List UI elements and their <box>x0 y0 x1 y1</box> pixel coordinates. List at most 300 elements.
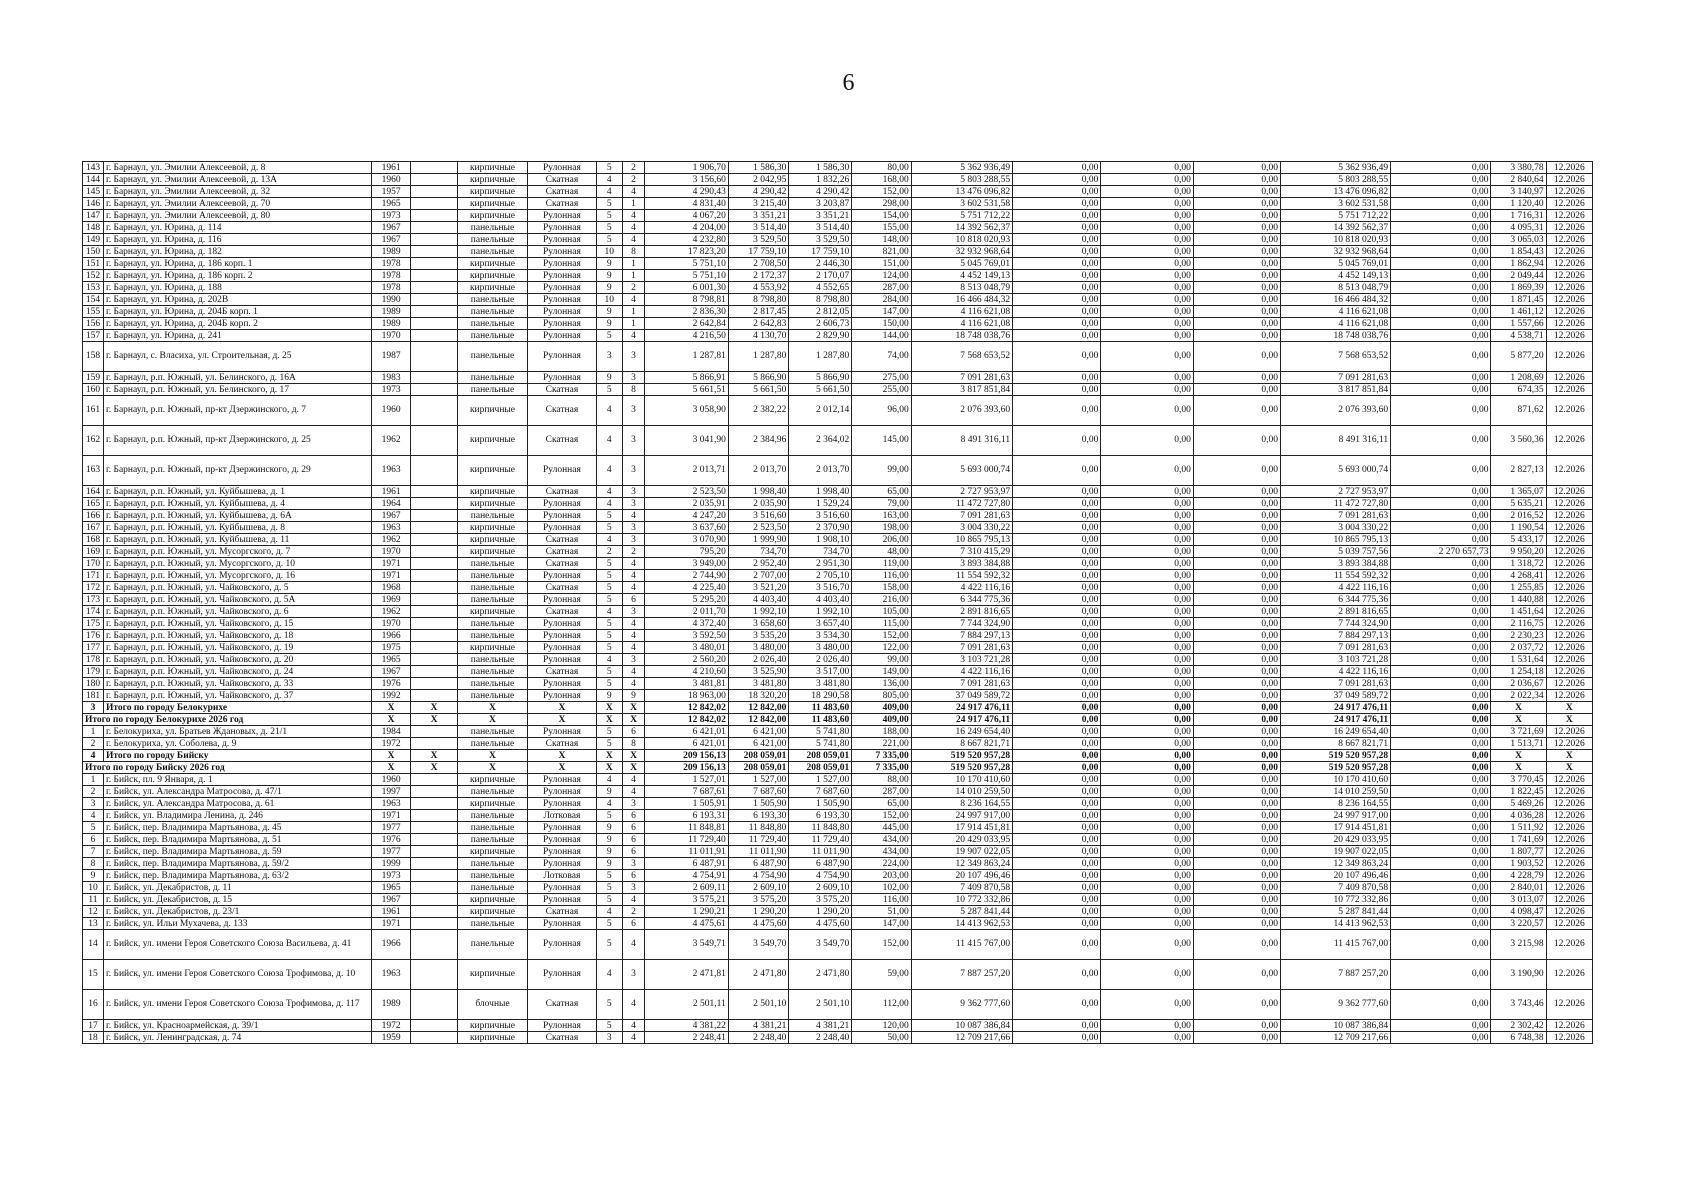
table-cell: 0,00 <box>1391 246 1491 258</box>
table-cell: 3 156,60 <box>645 174 729 186</box>
table-cell: Рулонная <box>528 306 596 318</box>
table-cell: 18 <box>83 1032 104 1044</box>
table-cell: 4 <box>623 222 645 234</box>
table-cell: 6 <box>623 810 645 822</box>
table-cell: 0,00 <box>1013 270 1101 282</box>
table-cell: 1983 <box>371 372 411 384</box>
table-cell: 5 <box>596 918 622 930</box>
table-cell: 0,00 <box>1101 678 1194 690</box>
table-cell: 7 091 281,63 <box>1280 642 1390 654</box>
table-cell: 0,00 <box>1193 426 1280 456</box>
table-row <box>83 174 1593 186</box>
table-row <box>83 630 1593 642</box>
table-cell: Скатная <box>528 1032 596 1044</box>
table-row <box>83 594 1593 606</box>
table-cell: 0,00 <box>1013 642 1101 654</box>
table-cell: 0,00 <box>1101 882 1194 894</box>
table-cell: 0,00 <box>1391 642 1491 654</box>
table-cell: 4 <box>623 666 645 678</box>
table-cell: 5 <box>596 522 622 534</box>
table-cell: 0,00 <box>1193 534 1280 546</box>
table-cell: кирпичные <box>457 174 528 186</box>
table-cell: 3 103 721,28 <box>911 654 1012 666</box>
table-cell: 6 344 775,36 <box>911 594 1012 606</box>
table-cell: 9 362 777,60 <box>1280 990 1390 1020</box>
table-cell: 0,00 <box>1101 198 1194 210</box>
table-cell: панельные <box>457 342 528 372</box>
table-cell: X <box>457 702 528 714</box>
table-cell: 12.2026 <box>1546 162 1592 174</box>
table-cell: г. Бийск, ул. Декабристов, д. 11 <box>103 882 371 894</box>
table-cell: 5 <box>596 882 622 894</box>
table-cell: 1 451,64 <box>1491 606 1546 618</box>
table-cell: панельные <box>457 294 528 306</box>
table-cell: 3 004 330,22 <box>911 522 1012 534</box>
table-cell: 12.2026 <box>1546 606 1592 618</box>
table-row <box>83 342 1593 372</box>
table-cell: X <box>411 714 457 726</box>
table-cell: 10 772 332,86 <box>911 894 1012 906</box>
table-cell: 2 170,07 <box>789 270 852 282</box>
table-cell: 2 012,14 <box>789 396 852 426</box>
table-cell: 6 <box>623 726 645 738</box>
table-row <box>83 258 1593 270</box>
table-cell: 0,00 <box>1101 582 1194 594</box>
table-cell: Рулонная <box>528 1020 596 1032</box>
table-cell: 12.2026 <box>1546 960 1592 990</box>
table-cell: 16 249 654,40 <box>1280 726 1390 738</box>
table-cell: 12.2026 <box>1546 594 1592 606</box>
table-cell: 0,00 <box>1193 186 1280 198</box>
table-cell: 12.2026 <box>1546 456 1592 486</box>
table-cell: 7 091 281,63 <box>911 510 1012 522</box>
table-cell: 8 798,81 <box>645 294 729 306</box>
table-cell: 12.2026 <box>1546 558 1592 570</box>
table-cell <box>411 918 457 930</box>
table-cell: 2 501,11 <box>645 990 729 1020</box>
table-cell: 1961 <box>371 906 411 918</box>
table-cell: 2 026,40 <box>789 654 852 666</box>
table-cell: 18 748 038,76 <box>1280 330 1390 342</box>
table-cell: 0,00 <box>1013 594 1101 606</box>
table-cell: 0,00 <box>1101 234 1194 246</box>
table-cell: 0,00 <box>1193 318 1280 330</box>
table-cell: 10 <box>596 246 622 258</box>
table-cell: 10 170 410,60 <box>1280 774 1390 786</box>
table-cell: 519 520 957,28 <box>1280 750 1390 762</box>
table-cell: 2 707,00 <box>728 570 789 582</box>
table-cell: 8 491 316,11 <box>1280 426 1390 456</box>
table-cell: 5 <box>596 726 622 738</box>
table-cell: 2 364,02 <box>789 426 852 456</box>
table-cell: 6 487,90 <box>728 858 789 870</box>
table-cell: 6 <box>623 822 645 834</box>
table-cell: 152,00 <box>852 630 912 642</box>
table-cell: 519 520 957,28 <box>1280 762 1390 774</box>
table-cell: 1 <box>623 270 645 282</box>
table-cell: 1963 <box>371 456 411 486</box>
table-cell: 2 501,10 <box>789 990 852 1020</box>
table-cell: 181 <box>83 690 104 702</box>
table-cell: 24 917 476,11 <box>911 702 1012 714</box>
table-cell <box>411 258 457 270</box>
table-cell <box>411 222 457 234</box>
table-cell: 11 011,91 <box>645 846 729 858</box>
table-cell: 1978 <box>371 270 411 282</box>
table-cell: 7 091 281,63 <box>1280 510 1390 522</box>
table-cell: 0,00 <box>1391 510 1491 522</box>
table-cell: X <box>411 750 457 762</box>
table-cell: Итого по городу Белокурихе 2026 год <box>83 714 372 726</box>
table-cell: г. Барнаул, р.п. Южный, ул. Мусоргского, д. 16 <box>103 570 371 582</box>
table-cell: 6 487,90 <box>789 858 852 870</box>
table-cell: кирпичные <box>457 546 528 558</box>
table-cell: панельные <box>457 570 528 582</box>
table-cell: 3 592,50 <box>645 630 729 642</box>
table-cell: 12.2026 <box>1546 786 1592 798</box>
table-row <box>83 534 1593 546</box>
table-cell: 0,00 <box>1391 558 1491 570</box>
table-cell: 151,00 <box>852 258 912 270</box>
table-cell: 3 480,00 <box>728 642 789 654</box>
table-cell: 5 741,80 <box>789 726 852 738</box>
table-cell: 7 091 281,63 <box>911 678 1012 690</box>
table-cell: 9 <box>596 282 622 294</box>
table-cell: 734,70 <box>789 546 852 558</box>
table-cell: 2 812,05 <box>789 306 852 318</box>
table-cell: 2 840,64 <box>1491 174 1546 186</box>
table-cell: 2 827,13 <box>1491 456 1546 486</box>
table-cell: 2 076 393,60 <box>911 396 1012 426</box>
table-cell: 0,00 <box>1013 882 1101 894</box>
table-cell: 3 575,20 <box>728 894 789 906</box>
table-cell: 5 <box>596 666 622 678</box>
table-cell: 148 <box>83 222 104 234</box>
table-cell: 1 290,20 <box>789 906 852 918</box>
table-cell: X <box>528 714 596 726</box>
table-cell: 4 422 116,16 <box>1280 666 1390 678</box>
table-cell <box>411 960 457 990</box>
table-cell: Рулонная <box>528 846 596 858</box>
table-cell: 7 <box>83 846 104 858</box>
table-cell: 6 001,30 <box>645 282 729 294</box>
table-cell: 12.2026 <box>1546 678 1592 690</box>
table-cell: 9 <box>596 270 622 282</box>
table-cell: 0,00 <box>1391 426 1491 456</box>
table-row <box>83 246 1593 258</box>
table-cell: 1967 <box>371 222 411 234</box>
table-cell: 5 866,90 <box>789 372 852 384</box>
table-cell: панельные <box>457 330 528 342</box>
table-cell: 0,00 <box>1193 198 1280 210</box>
table-cell: X <box>528 762 596 774</box>
table-cell: 11 415 767,00 <box>911 930 1012 960</box>
table-cell: г. Барнаул, р.п. Южный, ул. Белинского, д. 16А <box>103 372 371 384</box>
table-cell: 0,00 <box>1101 258 1194 270</box>
table-cell: 0,00 <box>1391 894 1491 906</box>
table-cell: 0,00 <box>1391 234 1491 246</box>
table-cell: 0,00 <box>1391 282 1491 294</box>
table-cell: 37 049 589,72 <box>911 690 1012 702</box>
table-cell: 287,00 <box>852 282 912 294</box>
table-cell: X <box>371 702 411 714</box>
table-cell: 3 817 851,84 <box>1280 384 1390 396</box>
table-cell: 14 <box>83 930 104 960</box>
table-cell: 4 381,21 <box>728 1020 789 1032</box>
table-cell: 9 <box>83 870 104 882</box>
table-cell: 4 290,43 <box>645 186 729 198</box>
table-cell: 0,00 <box>1391 618 1491 630</box>
table-cell: 1970 <box>371 618 411 630</box>
table-cell: 10 <box>83 882 104 894</box>
table-cell: 0,00 <box>1193 834 1280 846</box>
table-cell: 1 290,20 <box>728 906 789 918</box>
table-cell: 0,00 <box>1013 834 1101 846</box>
table-cell: 1 869,39 <box>1491 282 1546 294</box>
table-cell: 0,00 <box>1101 618 1194 630</box>
table-cell: 0,00 <box>1013 222 1101 234</box>
table-cell: 4 <box>83 810 104 822</box>
table-cell: 14 392 562,37 <box>911 222 1012 234</box>
table-cell: 48,00 <box>852 546 912 558</box>
table-cell: 821,00 <box>852 246 912 258</box>
table-cell <box>411 894 457 906</box>
table-cell: г. Барнаул, ул. Юрина, д. 114 <box>103 222 371 234</box>
table-cell: 1 992,10 <box>789 606 852 618</box>
table-cell: 11 729,40 <box>728 834 789 846</box>
table-cell: 3 140,97 <box>1491 186 1546 198</box>
table-cell <box>411 678 457 690</box>
table-cell: 2 016,52 <box>1491 510 1546 522</box>
table-cell: Рулонная <box>528 210 596 222</box>
table-cell: 11 729,40 <box>645 834 729 846</box>
table-cell: 24 917 476,11 <box>1280 714 1390 726</box>
table-cell: 3 560,36 <box>1491 426 1546 456</box>
table-cell: 434,00 <box>852 834 912 846</box>
table-cell: г. Барнаул, р.п. Южный, ул. Чайковского, д. 19 <box>103 642 371 654</box>
table-cell: г. Барнаул, ул. Юрина, д. 182 <box>103 246 371 258</box>
table-cell: 0,00 <box>1193 342 1280 372</box>
table-cell: панельные <box>457 234 528 246</box>
table-cell: 188,00 <box>852 726 912 738</box>
table-cell: 0,00 <box>1013 546 1101 558</box>
table-cell: 99,00 <box>852 456 912 486</box>
table-cell: г. Барнаул, ул. Эмилии Алексеевой, д. 32 <box>103 186 371 198</box>
table-cell: 14 413 962,53 <box>911 918 1012 930</box>
table-cell: 50,00 <box>852 1032 912 1044</box>
table-cell: 5 693 000,74 <box>1280 456 1390 486</box>
table-cell: 5 877,20 <box>1491 342 1546 372</box>
table-cell: 4 372,40 <box>645 618 729 630</box>
table-cell: 5 <box>596 222 622 234</box>
table-cell: г. Бийск, пер. Владимира Мартьянова, д. 63/2 <box>103 870 371 882</box>
table-cell <box>411 294 457 306</box>
table-cell: 0,00 <box>1193 234 1280 246</box>
table-cell: 7 335,00 <box>852 750 912 762</box>
table-cell: 3 380,78 <box>1491 162 1546 174</box>
table-cell: 4 <box>623 582 645 594</box>
table-cell: г. Барнаул, ул. Юрина, д. 186 корп. 1 <box>103 258 371 270</box>
table-cell: 115,00 <box>852 618 912 630</box>
table-cell: 177 <box>83 642 104 654</box>
table-cell: 11 848,80 <box>789 822 852 834</box>
table-cell: 0,00 <box>1101 726 1194 738</box>
table-cell: 0,00 <box>1101 666 1194 678</box>
table-cell: 9 <box>596 786 622 798</box>
table-cell: 0,00 <box>1101 918 1194 930</box>
table-cell: 122,00 <box>852 642 912 654</box>
table-cell: кирпичные <box>457 258 528 270</box>
table-cell: 0,00 <box>1013 582 1101 594</box>
table-cell: 0,00 <box>1101 522 1194 534</box>
table-cell: кирпичные <box>457 426 528 456</box>
table-cell: 5 <box>596 930 622 960</box>
table-cell: 5 635,21 <box>1491 498 1546 510</box>
table-cell: 11 483,60 <box>789 714 852 726</box>
table-cell: 4 475,60 <box>728 918 789 930</box>
table-cell: 158 <box>83 342 104 372</box>
table-cell: г. Барнаул, ул. Юрина, д. 186 корп. 2 <box>103 270 371 282</box>
table-cell: Скатная <box>528 738 596 750</box>
table-cell: 0,00 <box>1391 570 1491 582</box>
table-cell: 0,00 <box>1193 690 1280 702</box>
table-cell: г. Бийск, пер. Владимира Мартьянова, д. 45 <box>103 822 371 834</box>
table-cell: 12.2026 <box>1546 870 1592 882</box>
table-cell: 0,00 <box>1013 822 1101 834</box>
table-cell: 10 818 020,93 <box>1280 234 1390 246</box>
table-cell: Рулонная <box>528 894 596 906</box>
table-row <box>83 882 1593 894</box>
table-cell: 3 041,90 <box>645 426 729 456</box>
table-cell: 3 <box>596 342 622 372</box>
table-cell: панельные <box>457 306 528 318</box>
table-cell: панельные <box>457 318 528 330</box>
table-cell: 5 433,17 <box>1491 534 1546 546</box>
table-cell: 0,00 <box>1013 726 1101 738</box>
table-cell: г. Бийск, ул. Декабристов, д. 23/1 <box>103 906 371 918</box>
table-cell: 12.2026 <box>1546 372 1592 384</box>
table-cell: 162 <box>83 426 104 456</box>
table-cell: 2 <box>623 162 645 174</box>
table-cell: 150,00 <box>852 318 912 330</box>
table-cell: 0,00 <box>1193 906 1280 918</box>
table-cell: 0,00 <box>1193 738 1280 750</box>
table-cell: 2 642,83 <box>728 318 789 330</box>
table-cell: 0,00 <box>1193 1032 1280 1044</box>
table-cell: 160 <box>83 384 104 396</box>
table-cell: кирпичные <box>457 210 528 222</box>
table-cell: г. Бийск, ул. имени Героя Советского Союза Васильева, д. 41 <box>103 930 371 960</box>
table-cell: 0,00 <box>1101 486 1194 498</box>
table-cell: X <box>457 750 528 762</box>
table-cell <box>411 372 457 384</box>
table-row <box>83 282 1593 294</box>
table-cell: 3 529,50 <box>789 234 852 246</box>
table-cell: 1 527,01 <box>645 774 729 786</box>
table-cell: г. Барнаул, ул. Эмилии Алексеевой, д. 8 <box>103 162 371 174</box>
table-cell: 0,00 <box>1193 858 1280 870</box>
table-cell: 12.2026 <box>1546 186 1592 198</box>
table-cell: 12.2026 <box>1546 810 1592 822</box>
table-cell: 1960 <box>371 396 411 426</box>
table-cell: 0,00 <box>1193 642 1280 654</box>
table-cell: 6 <box>623 834 645 846</box>
table-cell: 0,00 <box>1101 174 1194 186</box>
table-cell <box>411 534 457 546</box>
table-cell: 14 392 562,37 <box>1280 222 1390 234</box>
table-cell: Рулонная <box>528 162 596 174</box>
table-cell: 12.2026 <box>1546 270 1592 282</box>
table-cell: 0,00 <box>1193 510 1280 522</box>
table-cell: 1984 <box>371 726 411 738</box>
table-cell: кирпичные <box>457 162 528 174</box>
table-cell: 1 832,26 <box>789 174 852 186</box>
table-cell: кирпичные <box>457 906 528 918</box>
table-cell: 5 <box>596 642 622 654</box>
table-row <box>83 774 1593 786</box>
table-row <box>83 990 1593 1020</box>
table-cell: 5 751 712,22 <box>911 210 1012 222</box>
table-row <box>83 762 1593 774</box>
table-cell: 0,00 <box>1391 822 1491 834</box>
table-cell: 0,00 <box>1193 798 1280 810</box>
table-cell: 0,00 <box>1101 774 1194 786</box>
table-cell: 9 <box>596 690 622 702</box>
table-cell: 5 661,50 <box>789 384 852 396</box>
table-cell: 0,00 <box>1013 306 1101 318</box>
table-cell: 5 661,51 <box>645 384 729 396</box>
table-cell: 32 932 968,64 <box>1280 246 1390 258</box>
table-row <box>83 870 1593 882</box>
table-cell: 174 <box>83 606 104 618</box>
table-cell: Рулонная <box>528 258 596 270</box>
table-cell: 2 642,84 <box>645 318 729 330</box>
table-cell: 2 727 953,97 <box>911 486 1012 498</box>
table-cell: 0,00 <box>1013 762 1101 774</box>
table-cell: 9 362 777,60 <box>911 990 1012 1020</box>
table-cell: 17 914 451,81 <box>911 822 1012 834</box>
table-cell: 1966 <box>371 930 411 960</box>
table-cell <box>411 690 457 702</box>
table-cell: 0,00 <box>1013 810 1101 822</box>
table-cell: 1 527,00 <box>728 774 789 786</box>
table-cell: 1 505,90 <box>728 798 789 810</box>
table-cell: 0,00 <box>1101 894 1194 906</box>
table-cell: 1963 <box>371 798 411 810</box>
table-cell: 0,00 <box>1013 960 1101 990</box>
table-cell: панельные <box>457 726 528 738</box>
table-cell: 8 667 821,71 <box>1280 738 1390 750</box>
table-cell: 2 829,90 <box>789 330 852 342</box>
table-cell <box>411 666 457 678</box>
table-cell: 3 480,00 <box>789 642 852 654</box>
table-cell: 0,00 <box>1101 750 1194 762</box>
table-cell: г. Барнаул, ул. Юрина, д. 188 <box>103 282 371 294</box>
table-cell: кирпичные <box>457 606 528 618</box>
table-cell: X <box>1491 762 1546 774</box>
table-cell: кирпичные <box>457 486 528 498</box>
table-cell: 519 520 957,28 <box>911 750 1012 762</box>
table-cell: 11 729,40 <box>789 834 852 846</box>
table-cell: 12.2026 <box>1546 498 1592 510</box>
table-cell: 5 <box>596 630 622 642</box>
table-cell: 5 <box>596 384 622 396</box>
table-cell: Рулонная <box>528 654 596 666</box>
table-cell: 5 <box>596 894 622 906</box>
table-cell: 2 270 657,73 <box>1391 546 1491 558</box>
table-cell: 178 <box>83 654 104 666</box>
table-cell: 0,00 <box>1013 702 1101 714</box>
